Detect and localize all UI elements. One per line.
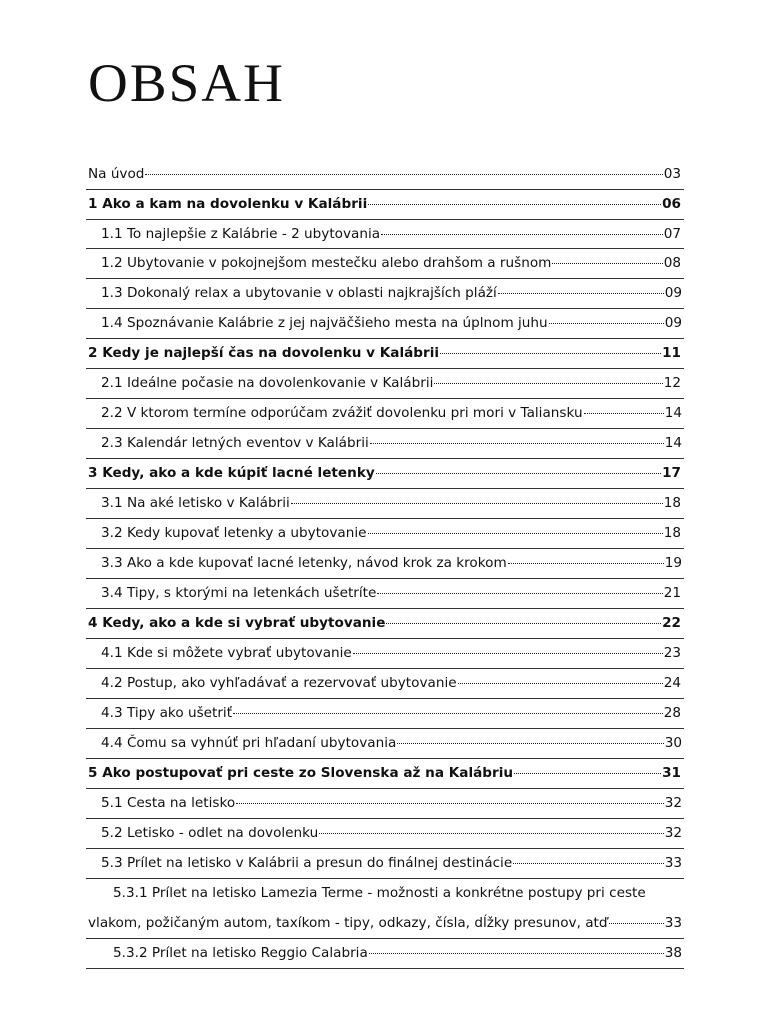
toc-entry-page: 09 — [664, 285, 682, 301]
toc-entry-page: 06 — [662, 196, 681, 212]
toc-entry-label: 5.2 Letisko - odlet na dovolenku — [101, 825, 319, 841]
toc-entry-page: 14 — [664, 435, 682, 451]
toc-entry-5-3-1-line1[interactable]: 5.3.1 Prílet na letisko Lamezia Terme - možnosti a konkrétne postupy pri ceste — [113, 885, 646, 901]
toc-entry-page: 19 — [664, 555, 682, 571]
toc-chapter-4[interactable] — [88, 613, 681, 633]
divider — [86, 278, 684, 279]
toc-entry-page: 03 — [663, 166, 681, 182]
toc-entry-page: 23 — [663, 645, 681, 661]
leader-dots — [381, 234, 663, 235]
toc-chapter-2[interactable] — [88, 343, 681, 363]
toc-entry-label: 1.1 To najlepšie z Kalábrie - 2 ubytovania — [101, 226, 381, 242]
leader-dots — [376, 473, 661, 474]
leader-dots — [377, 593, 662, 594]
leader-dots — [440, 353, 661, 354]
leader-dots — [584, 413, 664, 414]
toc-entry-page: 12 — [663, 375, 681, 391]
toc-entry-page: 32 — [664, 825, 682, 841]
toc-entry-5-2[interactable] — [101, 823, 682, 843]
toc-entry-page: 33 — [664, 915, 682, 931]
leader-dots — [498, 293, 664, 294]
toc-entry-5-3-1[interactable] — [88, 913, 682, 933]
leader-dots — [368, 204, 661, 205]
toc-entry-page: 09 — [664, 315, 682, 331]
toc-entry-page: 17 — [662, 465, 681, 481]
divider — [86, 818, 684, 819]
toc-entry-label: Na úvod — [88, 166, 145, 182]
toc-entry-3-1[interactable] — [101, 493, 681, 513]
toc-entry-label: 4.2 Postup, ako vyhľadávať a rezervovať ubytovanie — [101, 675, 457, 691]
leader-dots — [368, 533, 663, 534]
divider — [86, 219, 684, 220]
toc-entry-na-uvod[interactable] — [88, 164, 681, 184]
toc-entry-page: 11 — [662, 345, 681, 361]
toc-entry-2-1[interactable] — [101, 373, 681, 393]
toc-entry-label: 5 Ako postupovať pri ceste zo Slovenska až na Kalábriu — [88, 765, 514, 781]
divider — [86, 488, 684, 489]
toc-entry-5-3-2[interactable] — [113, 943, 682, 963]
leader-dots — [397, 743, 663, 744]
toc-chapter-1[interactable] — [88, 194, 681, 214]
toc-entry-label: 3.1 Na aké letisko v Kalábrii — [101, 495, 290, 511]
divider — [86, 878, 684, 879]
toc-entry-label: 4.3 Tipy ako ušetriť — [101, 705, 233, 721]
leader-dots — [319, 833, 663, 834]
toc-entry-page: 31 — [662, 765, 681, 781]
leader-dots — [508, 563, 664, 564]
toc-entry-label: 5.3 Prílet na letisko v Kalábrii a presun do finálnej destinácie — [101, 855, 513, 871]
leader-dots — [353, 653, 663, 654]
toc-entry-2-2[interactable] — [101, 403, 682, 423]
toc-entry-3-3[interactable] — [101, 553, 682, 573]
divider — [86, 938, 684, 939]
toc-entry-label: 3.4 Tipy, s ktorými na letenkách ušetríte — [101, 585, 377, 601]
toc-entry-label: 4.4 Čomu sa vyhnúť pri hľadaní ubytovania — [101, 735, 397, 751]
toc-entry-label: 1.3 Dokonalý relax a ubytovanie v oblasti najkrajších pláží — [101, 285, 497, 301]
divider — [86, 788, 684, 789]
toc-entry-page: 18 — [663, 525, 681, 541]
leader-dots — [291, 503, 663, 504]
toc-entry-label: 4 Kedy, ako a kde si vybrať ubytovanie — [88, 615, 386, 631]
leader-dots — [233, 713, 663, 714]
divider — [86, 728, 684, 729]
toc-entry-label: 3.3 Ako a kde kupovať lacné letenky, návod krok za krokom — [101, 555, 507, 571]
leader-dots — [369, 953, 664, 954]
toc-entry-label: 5.3.2 Prílet na letisko Reggio Calabria — [113, 945, 368, 961]
leader-dots — [552, 263, 662, 264]
toc-entry-4-4[interactable] — [101, 733, 682, 753]
toc-entry-4-3[interactable] — [101, 703, 681, 723]
leader-dots — [609, 923, 664, 924]
toc-entry-3-4[interactable] — [101, 583, 681, 603]
toc-entry-label: 1 Ako a kam na dovolenku v Kalábrii — [88, 196, 368, 212]
divider — [86, 308, 684, 309]
page-title: OBSAH — [88, 53, 285, 113]
divider — [86, 338, 684, 339]
toc-entry-label: 4.1 Kde si môžete vybrať ubytovanie — [101, 645, 352, 661]
toc-entry-1-4[interactable] — [101, 313, 682, 333]
leader-dots — [514, 773, 661, 774]
leader-dots — [236, 803, 664, 804]
divider — [86, 968, 684, 969]
divider — [86, 698, 684, 699]
toc-entry-label: 2.2 V ktorom termíne odporúčam zvážiť dovolenku pri mori v Taliansku — [101, 405, 583, 421]
toc-entry-label: 2.3 Kalendár letných eventov v Kalábrii — [101, 435, 369, 451]
leader-dots — [513, 863, 664, 864]
divider — [86, 548, 684, 549]
leader-dots — [549, 323, 664, 324]
toc-entry-label: 2 Kedy je najlepší čas na dovolenku v Kalábrii — [88, 345, 440, 361]
toc-entry-page: 14 — [664, 405, 682, 421]
divider — [86, 398, 684, 399]
toc-entry-page: 32 — [664, 795, 682, 811]
divider — [86, 848, 684, 849]
toc-entry-label: 1.2 Ubytovanie v pokojnejšom mestečku alebo drahšom a rušnom — [101, 255, 552, 271]
toc-entry-2-3[interactable] — [101, 433, 682, 453]
toc-entry-4-2[interactable] — [101, 673, 681, 693]
divider — [86, 758, 684, 759]
divider — [86, 248, 684, 249]
leader-dots — [370, 443, 664, 444]
divider — [86, 428, 684, 429]
toc-entry-page: 33 — [664, 855, 682, 871]
toc-chapter-3[interactable] — [88, 463, 681, 483]
toc-entry-label: 3.2 Kedy kupovať letenky a ubytovanie — [101, 525, 367, 541]
leader-dots — [434, 383, 662, 384]
divider — [86, 668, 684, 669]
toc-entry-4-1[interactable] — [101, 643, 681, 663]
divider — [86, 368, 684, 369]
leader-dots — [458, 683, 663, 684]
leader-dots — [386, 623, 661, 624]
toc-entry-1-2[interactable] — [101, 253, 681, 273]
toc-entry-5-3[interactable] — [101, 853, 682, 873]
toc-entry-label: 5.1 Cesta na letisko — [101, 795, 236, 811]
toc-chapter-5[interactable] — [88, 763, 681, 783]
toc-entry-page: 21 — [663, 585, 681, 601]
leader-dots — [145, 174, 662, 175]
toc-entry-page: 24 — [663, 675, 681, 691]
toc-entry-page: 28 — [663, 705, 681, 721]
toc-entry-page: 38 — [664, 945, 682, 961]
toc-entry-page: 22 — [662, 615, 681, 631]
toc-entry-3-2[interactable] — [101, 523, 681, 543]
toc-entry-label: vlakom, požičaným autom, taxíkom - tipy, odkazy, čísla, dĺžky presunov, atď — [88, 915, 608, 931]
divider — [86, 189, 684, 190]
toc-entry-1-1[interactable] — [101, 224, 681, 244]
toc-entry-page: 30 — [664, 735, 682, 751]
toc-entry-5-1[interactable] — [101, 793, 682, 813]
toc-entry-page: 07 — [663, 226, 681, 242]
divider — [86, 638, 684, 639]
divider — [86, 518, 684, 519]
toc-entry-label: 1.4 Spoznávanie Kalábrie z jej najväčšieho mesta na úplnom juhu — [101, 315, 548, 331]
toc-entry-page: 08 — [663, 255, 681, 271]
divider — [86, 608, 684, 609]
divider — [86, 578, 684, 579]
divider — [86, 458, 684, 459]
toc-entry-1-3[interactable] — [101, 283, 682, 303]
toc-entry-label: 2.1 Ideálne počasie na dovolenkovanie v Kalábrii — [101, 375, 434, 391]
toc-entry-label: 3 Kedy, ako a kde kúpiť lacné letenky — [88, 465, 375, 481]
toc-entry-page: 18 — [663, 495, 681, 511]
